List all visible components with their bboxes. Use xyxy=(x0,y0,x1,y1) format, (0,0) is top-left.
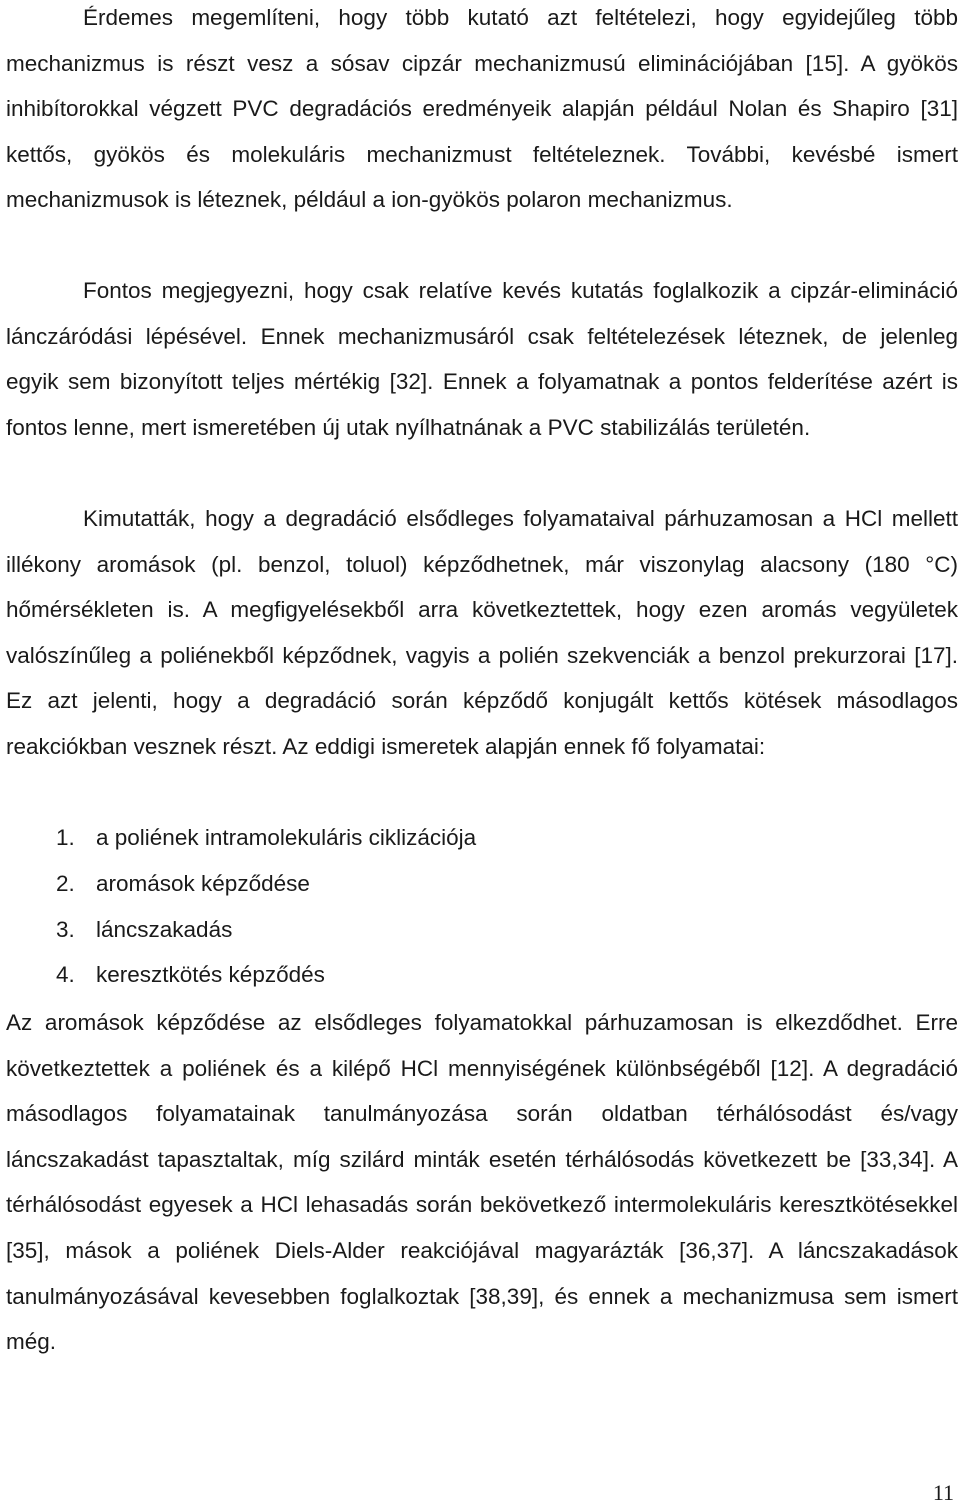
paragraph-chain-termination: Fontos megjegyezni, hogy csak relatíve kevés kutatás foglalkozik a cipzár-elimináció lánczáródási lépésével. Ennek mechanizmusáról csak feltételezések léteznek, de jelenleg egyik sem bizonyított teljes mértékig [32]. Ennek a folyamatnak a pontos felderítése azért is fontos lenne, mert ismeretében új utak nyílhatnának a PVC stabilizálás területén. xyxy=(6,278,958,440)
list-item-number: 1. xyxy=(56,825,75,850)
list-item-text: láncszakadás xyxy=(96,916,233,942)
list-item-number: 4. xyxy=(56,962,75,988)
list-item-text: a poliének intramolekuláris ciklizációja xyxy=(96,825,477,850)
paragraph-mechanisms: Érdemes megemlíteni, hogy több kutató azt feltételezi, hogy egyidejűleg több mechanizmus is részt vesz a sósav cipzár mechanizmusú eliminációjában [15]. A gyökös inhibítorokkal végzett PVC degradációs eredményeik alapján például Nolan és Shapiro [31] kettős, gyökös és molekuláris mechanizmust feltételeznek. További, kevésbé ismert mechanizmusok is léteznek, például a ion-gyökös polaron mechanizmus. xyxy=(6,5,958,213)
list-item xyxy=(56,907,476,953)
page-number: 11 xyxy=(932,1480,954,1505)
list-item xyxy=(56,861,476,907)
list-item-number: 2. xyxy=(56,870,75,896)
list-item-text: keresztkötés képződés xyxy=(96,962,325,988)
list-item xyxy=(56,952,476,998)
paragraph-crosslinking: Az aromások képződése az elsődleges folyamatokkal párhuzamosan is elkezdődhet. Erre következtettek a poliének és a kilépő HCl mennyiségének különbségéből [12]. A degradáció másodlagos folyamatainak tanulmányozása során oldatban térhálósodást és/vagy láncszakadást tapasztaltak, míg szilárd minták esetén térhálósodás következett be [33,34]. A térhálósodást egyesek a HCl lehasadás során bekövetkező intermolekuláris keresztkötésekkel [35], mások a poliének Diels-Alder reakciójával magyarázták [36,37]. A láncszakadások tanulmányozásával kevesebben foglalkoztak [38,39], és ennek a mechanizmusa sem ismert még. xyxy=(6,1010,958,1355)
list-item-text: aromások képződése xyxy=(96,870,310,896)
paragraph-aromatics: Kimutatták, hogy a degradáció elsődleges folyamataival párhuzamosan a HCl mellett illékony aromások (pl. benzol, toluol) képződhetnek, már viszonylag alacsony (180 °C) hőmérsékleten is. A megfigyelésekből arra következtettek, hogy ezen aromás vegyületek valószínűleg a poliénekből képződnek, vagyis a polién szekvenciák a benzol prekurzorai [17]. Ez azt jelenti, hogy a degradáció során képződő konjugált kettős kötések másodlagos reakciókban vesznek részt. Az eddigi ismeretek alapján ennek fő folyamatai: xyxy=(6,506,958,759)
list-item-number: 3. xyxy=(56,916,75,942)
list-item xyxy=(56,815,476,861)
process-list xyxy=(56,815,476,998)
